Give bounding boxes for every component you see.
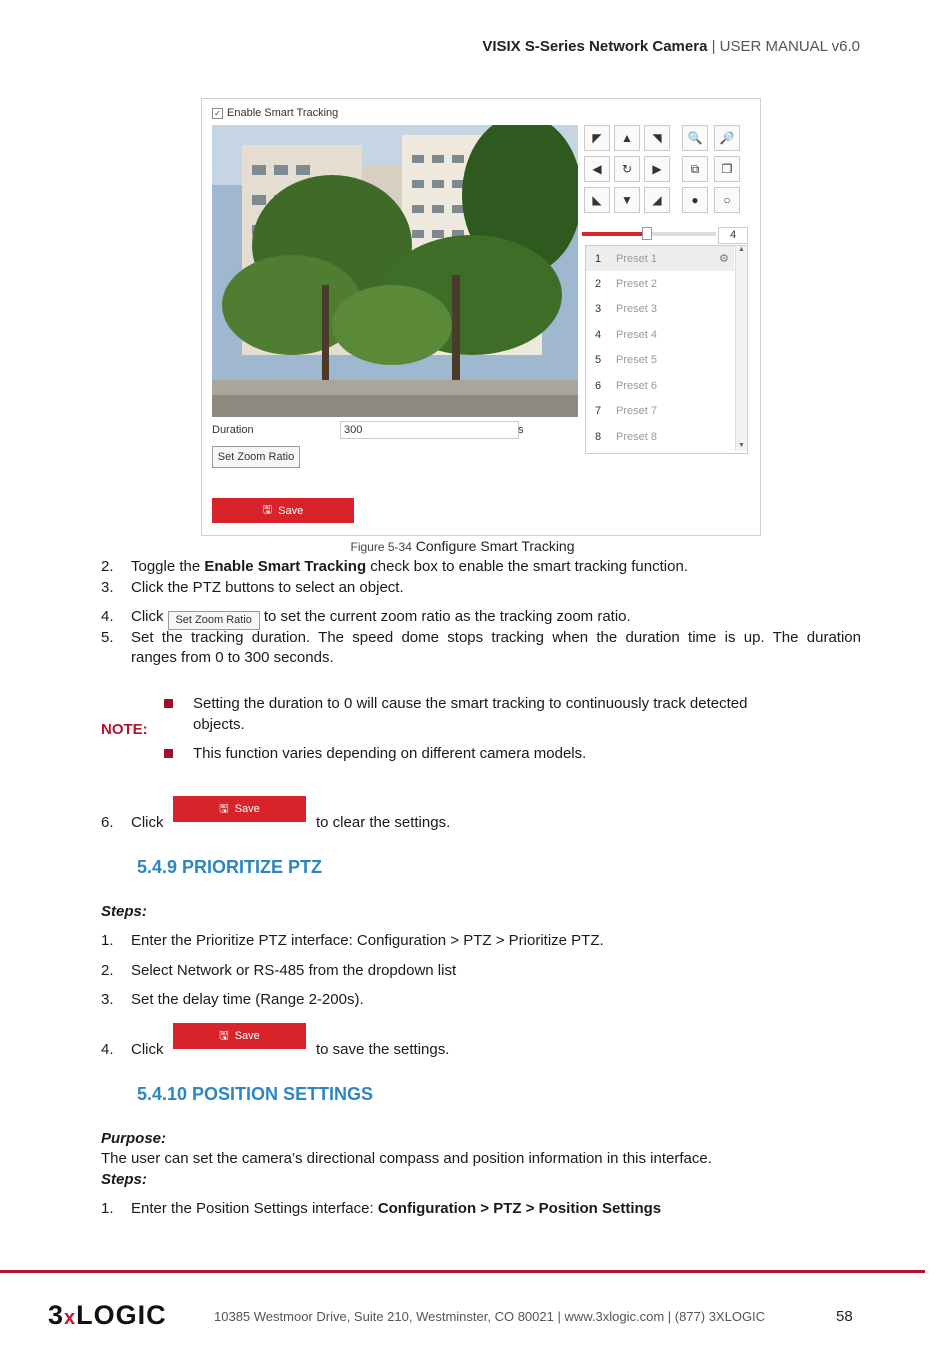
focus-near-icon[interactable]: ⧉ (682, 156, 708, 182)
enable-smart-tracking-checkbox[interactable] (212, 107, 338, 119)
focus-far-icon[interactable]: ❐ (714, 156, 740, 182)
step-text: Enter the Prioritize PTZ interface: Configuration > PTZ > Prioritize PTZ. (131, 932, 604, 949)
live-video-view[interactable] (212, 125, 578, 417)
step-text-post: to clear the settings. (316, 814, 451, 831)
step-text: Select Network or RS-485 from the dropdown list (131, 962, 457, 979)
floppy-disk-icon: 🖫 (219, 1029, 229, 1042)
step-text-bold: Configuration > PTZ > Position Settings (377, 1200, 662, 1217)
step-text-pre: Click (131, 608, 164, 625)
preset-item[interactable] (586, 246, 734, 271)
purpose-label: Purpose: (101, 1130, 167, 1147)
preset-number: 7 (594, 404, 602, 417)
preset-name: Preset 4 (616, 328, 657, 341)
preset-scrollbar[interactable] (735, 246, 747, 451)
figure-number: Figure 5-34 (350, 540, 412, 554)
preset-number: 2 (594, 277, 602, 290)
steps-label: Steps: (101, 1171, 147, 1188)
preset-item[interactable] (586, 322, 734, 347)
steps-label: Steps: (101, 903, 147, 920)
iris-open-icon[interactable]: ○ (714, 187, 740, 213)
step-text (131, 1199, 661, 1219)
arrow-down-left-icon[interactable]: ◣ (584, 187, 610, 213)
preset-number: 1 (594, 252, 602, 265)
step-text: Set the delay time (Range 2-200s). (131, 991, 364, 1008)
bullet-square-icon (164, 699, 173, 708)
preset-name: Preset 5 (616, 353, 657, 366)
zoom-out-icon[interactable]: 🔍 (682, 125, 708, 151)
save-label: Save (234, 803, 260, 815)
gear-icon[interactable]: ⚙ (718, 253, 729, 265)
step-text-line2: ranges from 0 to 300 seconds. (131, 649, 334, 666)
manual-version: USER MANUAL v6.0 (719, 38, 860, 55)
preset-item[interactable] (586, 398, 734, 423)
preset-name: Preset 8 (616, 430, 657, 443)
preset-item[interactable] (586, 271, 734, 296)
page-number: 58 (836, 1308, 853, 1325)
preset-name: Preset 3 (616, 302, 657, 315)
camera-scene-image (212, 125, 578, 417)
step-number: 3. (101, 991, 114, 1008)
step-number: 2. (101, 962, 114, 979)
preset-name: Preset 1 (616, 252, 657, 265)
step-text: Click the PTZ buttons to select an object. (131, 579, 404, 596)
preset-list (585, 245, 748, 454)
logo-x: x (64, 1307, 77, 1329)
preset-name: Preset 6 (616, 379, 657, 392)
preset-name: Preset 7 (616, 404, 657, 417)
step-text-bold: Enable Smart Tracking (204, 558, 367, 575)
figure-title: Configure Smart Tracking (415, 538, 575, 554)
step-text-post: check box to enable the smart tracking function. (366, 558, 688, 575)
preset-number: 5 (594, 353, 602, 366)
arrow-right-icon[interactable]: ▶ (644, 156, 670, 182)
step-text-pre: Click (131, 814, 164, 831)
step-text-post: to save the settings. (316, 1041, 450, 1058)
purpose-text: The user can set the camera’s directional compass and position information in this interface. (101, 1150, 712, 1167)
set-zoom-ratio-inline-button: Set Zoom Ratio (168, 611, 260, 630)
step-text-post: to set the current zoom ratio as the tracking zoom ratio. (263, 608, 631, 625)
preset-name: Preset 2 (616, 277, 657, 290)
iris-close-icon[interactable]: ● (682, 187, 708, 213)
floppy-disk-icon: 🖫 (219, 802, 229, 815)
figure-caption (0, 538, 925, 554)
preset-number: 6 (594, 379, 602, 392)
note-text: This function varies depending on different camera models. (193, 745, 587, 762)
save-inline-button (173, 796, 306, 822)
scroll-down-icon[interactable]: ▼ (738, 442, 745, 449)
arrow-up-right-icon[interactable]: ◥ (644, 125, 670, 151)
duration-unit: s (518, 424, 524, 436)
floppy-disk-icon: 🖫 (262, 504, 273, 516)
note-text: Setting the duration to 0 will cause the smart tracking to continuously track detected (193, 695, 748, 712)
step-number: 4. (101, 608, 114, 625)
preset-number: 3 (594, 302, 602, 315)
step-text-line1: Set the tracking duration. The speed dome stops tracking when the duration time is up. The duration (131, 629, 861, 646)
save-button-label: Save (278, 504, 304, 517)
step-text (131, 607, 631, 630)
arrow-up-icon[interactable]: ▲ (614, 125, 640, 151)
save-label: Save (234, 1030, 260, 1042)
footer-divider (0, 1270, 925, 1273)
duration-label: Duration (212, 424, 254, 436)
step-number: 5. (101, 629, 114, 646)
preset-item[interactable] (586, 296, 734, 321)
preset-item[interactable] (586, 424, 734, 449)
step-number: 3. (101, 579, 114, 596)
step-text-pre: Click (131, 1041, 164, 1058)
scroll-up-icon[interactable]: ▲ (738, 246, 745, 253)
arrow-down-right-icon[interactable]: ◢ (644, 187, 670, 213)
arrow-up-left-icon[interactable]: ◤ (584, 125, 610, 151)
step-number: 1. (101, 1200, 114, 1217)
speed-slider-fill (582, 232, 648, 236)
preset-number: 4 (594, 328, 602, 341)
checkbox-label: Enable Smart Tracking (227, 107, 339, 119)
note-text: objects. (193, 716, 245, 733)
preset-number: 8 (594, 430, 602, 443)
preset-item[interactable] (586, 373, 734, 398)
smart-tracking-figure (201, 98, 761, 536)
step-number: 6. (101, 814, 114, 831)
checkbox-checked-icon[interactable]: ✓ (212, 108, 223, 119)
zoom-in-icon[interactable]: 🔎 (714, 125, 740, 151)
step-text-pre: Enter the Position Settings interface: (131, 1200, 378, 1217)
header-separator: | (711, 38, 716, 55)
step-number: 4. (101, 1041, 114, 1058)
step-text (131, 557, 688, 577)
speed-slider-handle[interactable] (642, 227, 652, 240)
save-inline-button (173, 1023, 306, 1049)
speed-value: 4 (718, 227, 748, 244)
duration-input[interactable]: 300 (340, 421, 519, 439)
company-logo (48, 1300, 167, 1331)
page-header (482, 38, 860, 55)
bullet-square-icon (164, 749, 173, 758)
arrow-down-icon[interactable]: ▼ (614, 187, 640, 213)
step-number: 2. (101, 558, 114, 575)
preset-item[interactable] (586, 347, 734, 372)
save-button[interactable] (212, 498, 354, 523)
arrow-left-icon[interactable]: ◀ (584, 156, 610, 182)
section-heading-prioritize-ptz: 5.4.9 PRIORITIZE PTZ (137, 857, 323, 877)
note-label: NOTE: (101, 721, 148, 738)
step-text-pre: Toggle the (131, 558, 205, 575)
set-zoom-ratio-button[interactable]: Set Zoom Ratio (212, 446, 300, 468)
footer-address: 10385 Westmoor Drive, Suite 210, Westminster, CO 80021 | www.3xlogic.com | (877) 3XLOGIC (214, 1309, 766, 1324)
logo-part: LOGIC (76, 1300, 167, 1330)
logo-part: 3 (48, 1300, 65, 1330)
auto-pan-icon[interactable]: ↻ (614, 156, 640, 182)
step-number: 1. (101, 932, 114, 949)
section-heading-position-settings: 5.4.10 POSITION SETTINGS (137, 1084, 374, 1104)
product-name: VISIX S-Series Network Camera (482, 38, 708, 55)
